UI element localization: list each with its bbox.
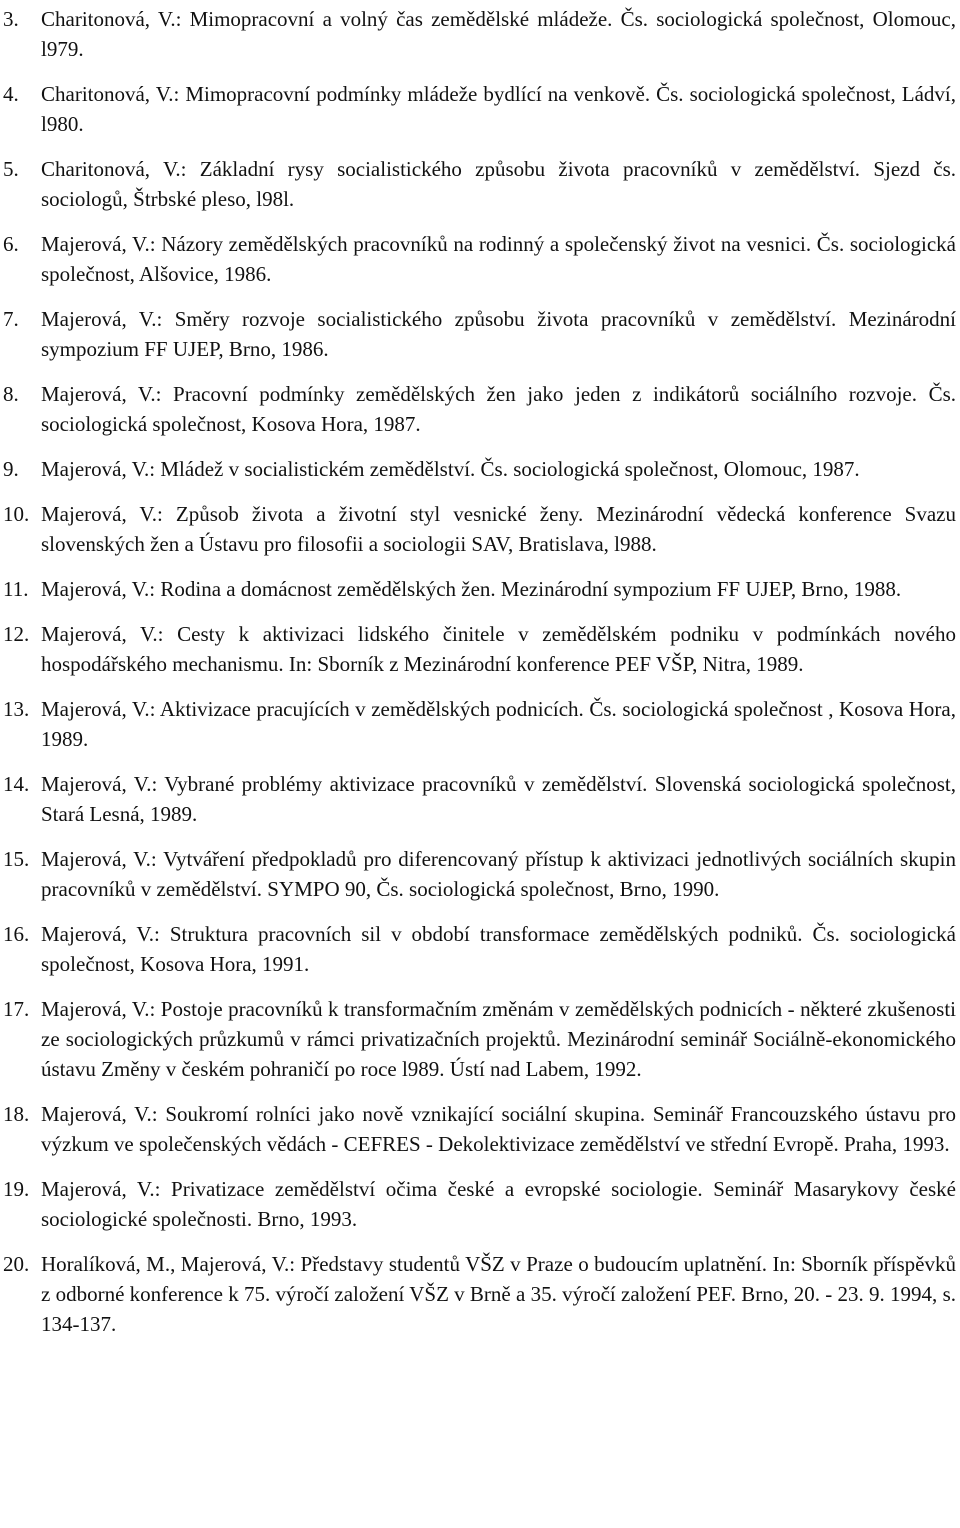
reference-text: Majerová, V.: Struktura pracovních sil v období transformace zemědělských podniků. Čs. sociologická společnost, Kosova Hora, 1991. xyxy=(41,922,956,976)
reference-text: Majerová, V.: Postoje pracovníků k transformačním změnám v zemědělských podnicích - některé zkušenosti ze sociologických průzkumů v rámci privatizačních projektů. Mezinárodní seminář Sociálně-ekonomického ústavu Změny v českém pohraničí po roce l989. Ústí nad Labem, 1992. xyxy=(41,997,956,1081)
reference-text: Majerová, V.: Pracovní podmínky zemědělských žen jako jeden z indikátorů sociálního rozvoje. Čs. sociologická společnost, Kosova Hora, 1987. xyxy=(41,382,956,436)
reference-text: Majerová, V.: Směry rozvoje socialistického způsobu života pracovníků v zemědělství. Mezinárodní sympozium FF UJEP, Brno, 1986. xyxy=(41,307,956,361)
reference-text: Majerová, V.: Způsob života a životní styl vesnické ženy. Mezinárodní vědecká konference Svazu slovenských žen a Ústavu pro filosofii a sociologii SAV, Bratislava, l988. xyxy=(41,502,956,556)
reference-text: Majerová, V.: Rodina a domácnost zemědělských žen. Mezinárodní sympozium FF UJEP, Brno, 1988. xyxy=(41,577,902,601)
reference-item xyxy=(3,379,956,439)
reference-item xyxy=(3,1099,956,1159)
reference-number: 20. xyxy=(3,1252,30,1276)
reference-number: 11. xyxy=(3,577,29,601)
reference-number: 15. xyxy=(3,847,30,871)
reference-item xyxy=(3,769,956,829)
reference-item xyxy=(3,4,956,64)
reference-item xyxy=(3,1249,956,1339)
reference-text: Majerová, V.: Vybrané problémy aktivizace pracovníků v zemědělství. Slovenská sociologická společnost, Stará Lesná, 1989. xyxy=(41,772,956,826)
reference-item xyxy=(3,694,956,754)
reference-number: 5. xyxy=(3,157,19,181)
reference-number: 14. xyxy=(3,772,30,796)
reference-text: Majerová, V.: Soukromí rolníci jako nově vznikající sociální skupina. Seminář Francouzského ústavu pro výzkum ve společenských vědách - CEFRES - Dekolektivizace zemědělství ve střední Evropě. Praha, 1993. xyxy=(41,1102,956,1156)
document-page xyxy=(3,0,956,1528)
reference-number: 12. xyxy=(3,622,30,646)
reference-text: Charitonová, V.: Mimopracovní a volný čas zemědělské mládeže. Čs. sociologická společnost, Olomouc, l979. xyxy=(41,7,956,61)
reference-text: Majerová, V.: Názory zemědělských pracovníků na rodinný a společenský život na vesnici. Čs. sociologická společnost, Alšovice, 1986. xyxy=(41,232,956,286)
reference-text: Majerová, V.: Cesty k aktivizaci lidského činitele v zemědělském podniku v podmínkách nového hospodářského mechanismu. In: Sborník z Mezinárodní konference PEF VŠP, Nitra, 1989. xyxy=(41,622,956,676)
reference-number: 13. xyxy=(3,697,30,721)
reference-item xyxy=(3,919,956,979)
reference-number: 16. xyxy=(3,922,30,946)
reference-item xyxy=(3,304,956,364)
reference-item xyxy=(3,994,956,1084)
reference-number: 8. xyxy=(3,382,19,406)
reference-item xyxy=(3,844,956,904)
reference-item xyxy=(3,79,956,139)
reference-number: 19. xyxy=(3,1177,30,1201)
reference-text: Majerová, V.: Mládež v socialistickém zemědělství. Čs. sociologická společnost, Olomouc, 1987. xyxy=(41,457,860,481)
reference-number: 6. xyxy=(3,232,19,256)
reference-text: Majerová, V.: Privatizace zemědělství očima české a evropské sociologie. Seminář Masarykovy české sociologické společnosti. Brno, 1993. xyxy=(41,1177,956,1231)
reference-item xyxy=(3,454,956,484)
reference-text: Charitonová, V.: Mimopracovní podmínky mládeže bydlící na venkově. Čs. sociologická společnost, Ládví, l980. xyxy=(41,82,956,136)
reference-list xyxy=(3,4,956,1354)
reference-number: 17. xyxy=(3,997,30,1021)
reference-number: 7. xyxy=(3,307,19,331)
reference-text: Charitonová, V.: Základní rysy socialistického způsobu života pracovníků v zemědělství. Sjezd čs. sociologů, Štrbské pleso, l98l. xyxy=(41,157,956,211)
reference-item xyxy=(3,619,956,679)
reference-text: Horalíková, M., Majerová, V.: Představy studentů VŠZ v Praze o budoucím uplatnění. In: Sborník příspěvků z odborné konference k 75. výročí založení VŠZ v Brně a 35. výročí založení PEF. Brno, 20. - 23. 9. 1994, s. 134-137. xyxy=(41,1252,956,1336)
reference-number: 9. xyxy=(3,457,19,481)
reference-number: 4. xyxy=(3,82,19,106)
reference-number: 3. xyxy=(3,7,19,31)
reference-item xyxy=(3,154,956,214)
reference-text: Majerová, V.: Vytváření předpokladů pro diferencovaný přístup k aktivizaci jednotlivých sociálních skupin pracovníků v zemědělství. SYMPO 90, Čs. sociologická společnost, Brno, 1990. xyxy=(41,847,956,901)
reference-text: Majerová, V.: Aktivizace pracujících v zemědělských podnicích. Čs. sociologická společnost , Kosova Hora, 1989. xyxy=(41,697,956,751)
reference-item xyxy=(3,1174,956,1234)
reference-item xyxy=(3,499,956,559)
reference-number: 18. xyxy=(3,1102,30,1126)
reference-item xyxy=(3,229,956,289)
reference-item xyxy=(3,574,956,604)
reference-number: 10. xyxy=(3,502,30,526)
